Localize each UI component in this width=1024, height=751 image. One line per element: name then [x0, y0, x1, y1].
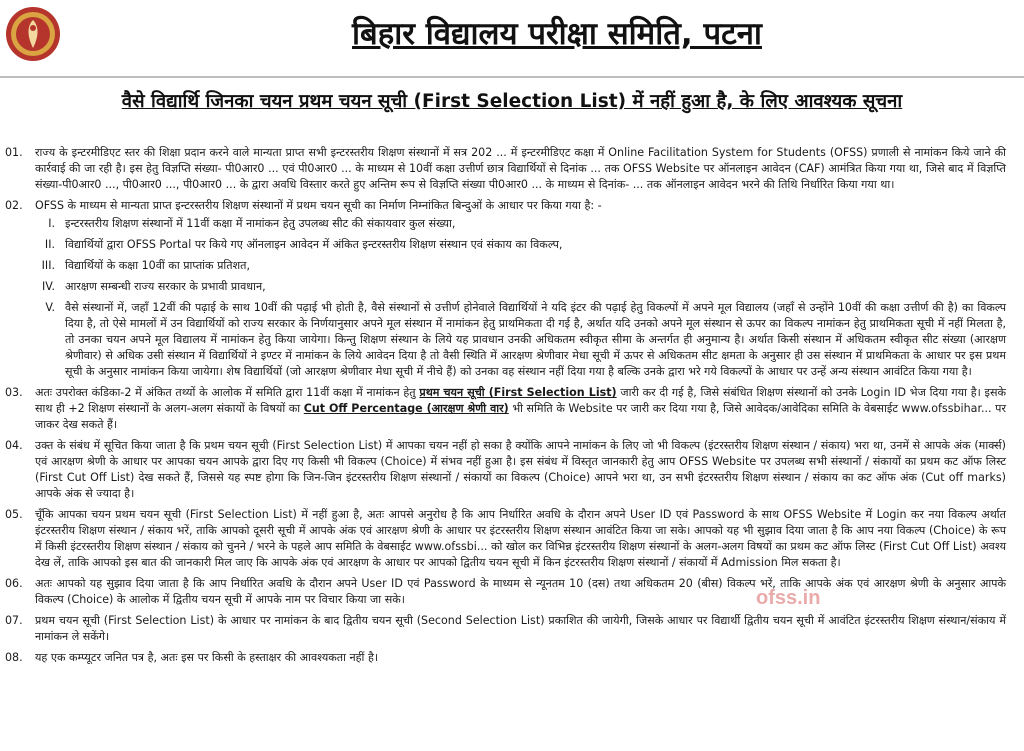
notice-item-1: 01. राज्य के इन्टरमीडिएट स्तर की शिक्षा प्रदान करने वाले मान्यता प्राप्त सभी इन्टरस्तरीय शिक्षण संस्थानों में सत्र 202 ... में इन्टरमीडिएट कक्षा में Online Facilitation System for Students (OFSS) प्रणाली से नामांकन किये जाने की कार्रवाई की जा रही है। इस हेतु विज्ञप्ति संख्या- पी0आर0 ... एवं पी0आर0 ... के माध्यम से 10वीं कक्षा उत्तीर्ण छात्र विद्यार्थियों से दिनांक ... तक OFSS Website पर ऑनलाइन आवेदन (CAF) आमंत्रित किया गया था, जिसे बाद में विज्ञप्ति संख्या-पी0आर0 ..., पी0आर0 ..., पी0आर0 ... के द्वारा अवधि विस्तार करते हुए अन्तिम रूप से विज्ञप्ति संख्या पी0आर0 ... के माध्यम से दिनांक- ... तक ऑनलाइन आवेदन भरने की तिथि निर्धारित किया गया था।	[5, 146, 1006, 191]
notice-heading: वैसे विद्यार्थि जिनका चयन प्रथम चयन सूची (First Selection List) में नहीं हुआ है, के लिए आवश्यक सूचना	[121, 91, 903, 112]
criteria-1: I. इन्टरस्तरीय शिक्षण संस्थानों में 11वीं कक्षा में नामांकन हेतु उपलब्ध सीट की संकायवार कुल संख्या,	[48, 217, 456, 230]
notice-item-7: 07. प्रथम चयन सूची (First Selection List) के आधार पर नामांकन के बाद द्वितीय चयन सूची (Second Selection List) प्रकाशित की जायेगी, जिसके आधार पर विद्यार्थी द्वितीय चयन सूची में आवंटित इंटरस्तरीय शिक्षण संस्थान/संकाय में नामांकन ले सकेंगे।	[5, 614, 1006, 643]
notice-item-8: 08. यह एक कम्प्यूटर जनित पत्र है, अतः इस पर किसी के हस्ताक्षर की आवश्यकता नहीं है।	[5, 651, 379, 664]
notice-item-5: 05. चूँकि आपका चयन प्रथम चयन सूची (First Selection List) में नहीं हुआ है, अतः आपसे अनुरोध है कि आप निर्धारित अवधि के दौरान अपने User ID एवं Password के साथ OFSS Website में Login कर नया विकल्प अर्थात इंटरस्तरीय शिक्षण संस्थान / संकाय भरें, ताकि आपको दूसरी सूची में आपके अंक एवं आरक्षण श्रेणी के आधार पर इंटरस्तरीय शिक्षण संस्थान आवंटित किया जा सके। आपको यह भी सुझाव दिया जाता है कि आप नया विकल्प (Choice) के रूप में किसी इंटरस्तरीय शिक्षण संस्थान / संकाय को चुनने / भरने के पहले आप समिति के वेबसाईट www.ofssbi... को खोल कर विभिन्न इंटरस्तरीय शिक्षण संस्थानों के अलग-अलग विषयों का प्रथम कट ऑफ लिस्ट (First Cut Off List) अवश्य देख लें, ताकि आपको इस बात की जानकारी मिल जाए कि आपके अंक एवं आरक्षण के आधार पर आपको द्वितीय चयन सूची में किन इंटरस्तरीय शिक्षण संस्थानों / संकायों में Admission मिल सकता है।	[5, 508, 1006, 569]
first-selection-list-link[interactable]: प्रथम चयन सूची (First Selection List)	[419, 386, 617, 399]
criteria-3: III. विद्यार्थियों के कक्षा 10वीं का प्राप्तांक प्रतिशत,	[41, 259, 250, 272]
criteria-5: V. वैसे संस्थानों में, जहाँ 12वीं की पढ़ाई के साथ 10वीं की पढ़ाई भी होती है, वैसे संस्थानों से उत्तीर्ण होनेवाले विद्यार्थियों ने यदि इंटर की पढ़ाई हेतु विकल्पों में अपने मूल विद्यालय (जहाँ से उन्होंने 10वीं की कक्षा उत्तीर्ण की है) का विकल्प दिया है, तो ऐसे मामलों में उन विद्यार्थियों को राज्य सरकार के निर्णयानुसार अपने मूल संस्थान में नामांकन हेतु प्राथमिकता दी गई है, अर्थात यदि उनको अपने मूल संस्थान से ऊपर का विकल्प नामांकन हेतु प्राथमिकता सूची में नहीं मिलता है, तो उनका चयन अपने मूल विद्यालय में नामांकन हेतु किया जायेगा। किन्तु शिक्षण संस्थान के लिये यह प्रावधान उनकी अधिकतम स्वीकृत सीमा के अन्तर्गत ही अनुमान्य है। अर्थात किसी संस्थान में अधिकतम स्वीकृत सीट संख्या (आरक्षण श्रेणीवार) से अधिक उसी संस्थान में विद्यार्थियों ने इण्टर में नामांकन के लिये आवेदन दिया है तो वैसी स्थिति में आरक्षण श्रेणीवार मेधा सूची में ऊपर से अधिकतम सीट क्षमता के अनुसार ही उस संस्थान में प्राथमिकता के आधार पर इस प्रथम सूची के अनुसार नामांकन किया जायेगा। शेष विद्यार्थियों (जो आरक्षण श्रेणीवार मेधा सूची में नीचे हैं) को उनका वह संस्थान नहीं दिया गया है बल्कि उनके द्वारा भरे गये विकल्पों के आधार पर उन्हें अन्य संस्थान आवंटित किया गया है।	[45, 301, 1006, 378]
criteria-4: IV. आरक्षण सम्बन्धी राज्य सरकार के प्रभावी प्रावधान,	[42, 280, 266, 293]
notice-item-4: 04. उक्त के संबंध में सूचित किया जाता है कि प्रथम चयन सूची (First Selection List) में आपका चयन नहीं हो सका है क्योंकि आपने नामांकन के लिए जो भी विकल्प (इंटरस्तरीय शिक्षण संस्थान / संकाय) भरा था, उनमें से आपके अंक (मार्क्स) एवं आरक्षण श्रेणी के आधार पर आपका चयन आपके द्वारा दिए गए किसी भी विकल्प (Choice) में संभव नहीं हुआ है। इस संबंध में विस्तृत जानकारी हेतु आप OFSS Website पर उपलब्ध सभी संस्थानों / संकायों का प्रथम कट ऑफ लिस्ट (First Cut Off List) देख सकते हैं, जिससे यह स्पष्ट होगा कि जिन-जिन इंटरस्तरीय शिक्षण संस्थानों / संकायों का विकल्प (Choice) आपने भरा था, उन सभी इंटरस्तरीय शिक्षण संस्थान / संकाय का कट ऑफ अंक (Cut off marks) आपके अंक से ज्यादा है।	[5, 439, 1006, 500]
notice-items	[0, 145, 1024, 671]
watermark: ofss.in	[756, 587, 821, 609]
notice-item-3: 03. अतः उपरोक्त कंडिका-2 में अंकित तथ्यों के आलोक में समिति द्वारा 11वीं कक्षा में नामांकन हेतु प्रथम चयन सूची (First Selection List) जारी कर दी गई है, जिसे संबंधित शिक्षण संस्थानों को उनके Login ID भेज दिया गया है। इसके साथ ही +2 शिक्षण संस्थानों के अलग-अलग संकायों के विषयों का Cut Off Percentage (आरक्षण श्रेणी वार) भी समिति के Website पर जारी कर दिया गया है, जिसे आवेदक/आवेदिका समिति के वेबसाईट www.ofssbihar... पर जाकर देख सकते हैं।	[5, 386, 1006, 431]
criteria-2: II. विद्यार्थियों द्वारा OFSS Portal पर किये गए ऑनलाइन आवेदन में अंकित इन्टरस्तरीय शिक्षण संस्थान एवं संकाय का विकल्प,	[44, 238, 563, 251]
page-title: बिहार विद्यालय परीक्षा समिति, पटना	[352, 16, 762, 52]
divider	[0, 76, 1024, 78]
cut-off-percentage-link[interactable]: Cut Off Percentage (आरक्षण श्रेणी वार)	[303, 402, 509, 415]
notice-item-6: 06. अतः आपको यह सुझाव दिया जाता है कि आप निर्धारित अवधि के दौरान अपने User ID एवं Password के माध्यम से न्यूनतम 10 (दस) तथा अधिकतम 20 (बीस) विकल्प भरें, ताकि आपके अंक एवं आरक्षण श्रेणी के अनुसार आपके विकल्प (Choice) के आलोक में द्वितीय चयन सूची में आपके नाम पर विचार किया जा सके।	[5, 577, 1007, 606]
notice-item-2: 02. OFSS के माध्यम से मान्यता प्राप्त इन्टरस्तरीय शिक्षण संस्थानों में प्रथम चयन सूची का निर्माण निम्नांकित बिन्दुओं के आधार पर किया गया है: - I. इन्टरस्तरीय शिक्षण संस्थानों में 11वीं कक्षा में नामांकन हेतु उपलब्ध सीट की संकायवार कुल संख्या, II. विद्यार्थियों द्वारा OFSS Portal पर किये गए ऑनलाइन आवेदन में अंकित इन्टरस्तरीय शिक्षण संस्थान एवं संकाय का विकल्प, III. विद्यार्थियों के कक्षा 10वीं का प्राप्तांक प्रतिशत, IV. आरक्षण सम्बन्धी राज्य सरकार के प्रभावी प्रावधान, V. वैसे संस्थानों में, जहाँ 12वीं की पढ़ाई के साथ 10वीं की पढ़ाई भी होती है, वैसे संस्थानों से उत्तीर्ण होनेवाले विद्यार्थियों ने यदि इंटर की पढ़ाई हेतु विकल्पों में अपने मूल विद्यालय (जहाँ से उन्होंने 10वीं की कक्षा उत्तीर्ण की है) का विकल्प दिया है, तो ऐसे मामलों में उन विद्यार्थियों को राज्य सरकार के निर्णयानुसार अपने मूल संस्थान में नामांकन हेतु प्राथमिकता दी गई है, अर्थात यदि उनको अपने मूल संस्थान से ऊपर का विकल्प नामांकन हेतु प्राथमिकता सूची में नहीं मिलता है, तो उनका चयन अपने मूल विद्यालय में नामांकन हेतु किया जायेगा। किन्तु शिक्षण संस्थान के लिये यह प्रावधान उनकी अधिकतम स्वीकृत सीमा के अन्तर्गत ही अनुमान्य है। अर्थात किसी संस्थान में अधिकतम स्वीकृत सीट संख्या (आरक्षण श्रेणीवार) से अधिक उसी संस्थान में विद्यार्थियों ने इण्टर में नामांकन के लिये आवेदन दिया है तो वैसी स्थिति में आरक्षण श्रेणीवार मेधा सूची में ऊपर से अधिकतम सीट क्षमता के अनुसार ही उस संस्थान में प्राथमिकता के आधार पर इस प्रथम सूची के अनुसार नामांकन किया जायेगा। शेष विद्यार्थियों (जो आरक्षण श्रेणीवार मेधा सूची में नीचे हैं) को उनका वह संस्थान नहीं दिया गया है बल्कि उनके द्वारा भरे गये विकल्पों के आधार पर उन्हें अन्य संस्थान आवंटित किया गया है।	[5, 199, 1006, 378]
